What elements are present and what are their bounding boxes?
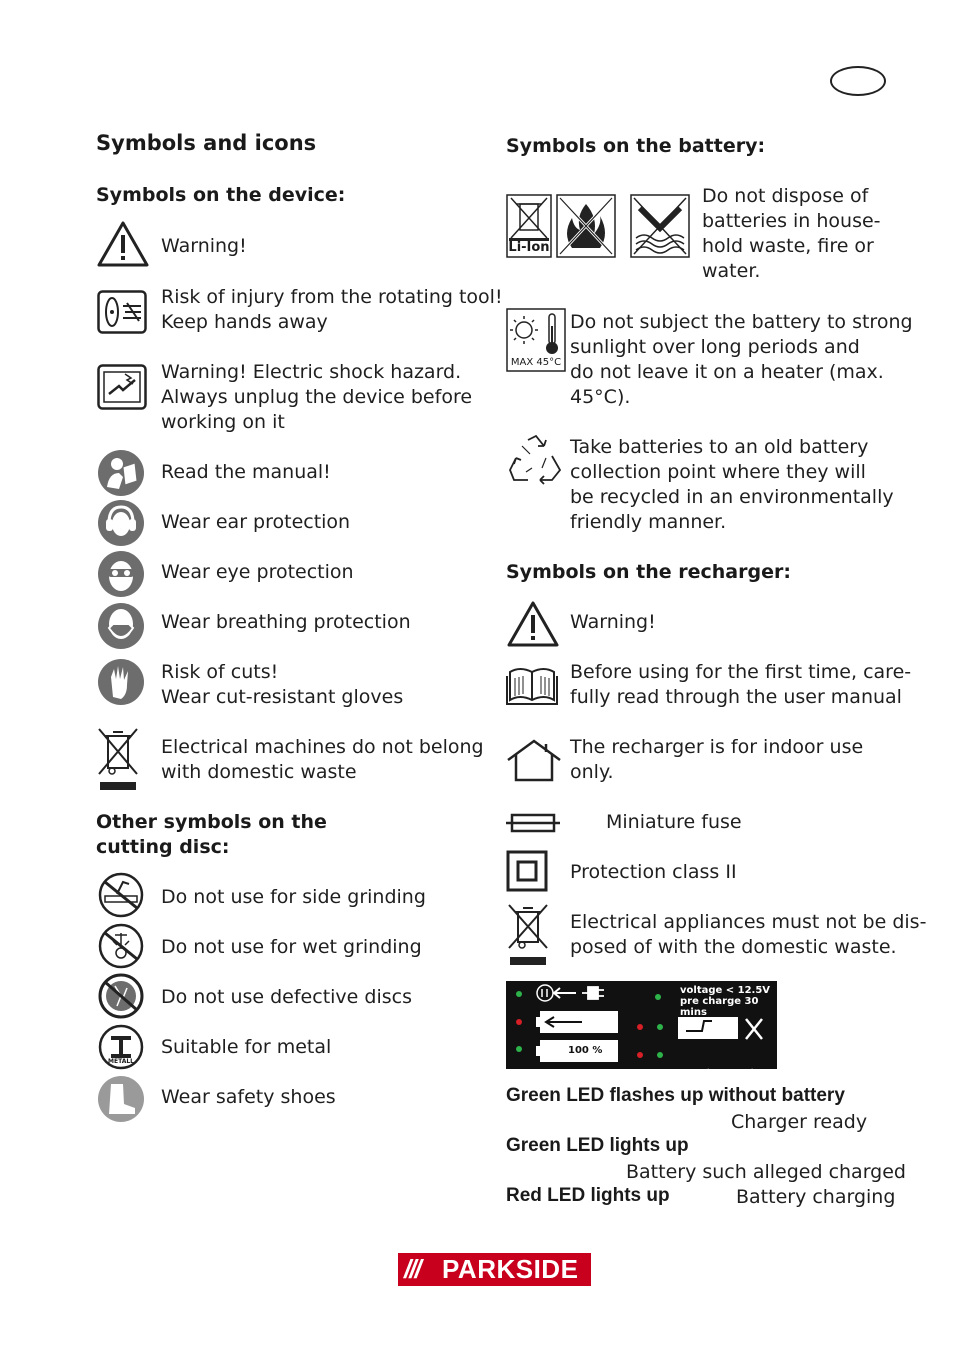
- li-ion-label: Li-Ion: [508, 240, 550, 255]
- no-wet-grinding-icon: [97, 923, 145, 969]
- charger-item-indoor-line2: only.: [570, 761, 614, 783]
- charger-item-waste-line2: posed of with the domestic waste.: [570, 936, 897, 958]
- battery-symbols-heading: Symbols on the battery:: [506, 135, 766, 157]
- fuse-icon: [506, 812, 560, 834]
- disc-heading-line1: Other symbols on the: [96, 811, 327, 833]
- disc-item-safety-shoes: Wear safety shoes: [161, 1086, 336, 1108]
- battery-disposal-line1: Do not dispose of: [702, 185, 869, 207]
- no-water-icon: [630, 194, 690, 258]
- legend-green-on-desc: Battery such alleged charged: [626, 1161, 906, 1183]
- led-temp-high: > 50° C / 122° F: [680, 1104, 769, 1115]
- charger-crossed-bin-icon: [506, 902, 550, 966]
- device-item-eye: Wear eye protection: [161, 561, 354, 583]
- warning-triangle-icon: [96, 220, 150, 268]
- disc-item-wet-grinding: Do not use for wet grinding: [161, 936, 422, 958]
- device-item-shock-line3: working on it: [161, 411, 285, 433]
- device-item-waste-line2: with domestic waste: [161, 761, 357, 783]
- ear-protection-icon: [97, 499, 145, 547]
- disc-item-side-grinding: Do not use for side grinding: [161, 886, 426, 908]
- legend-green-flash-label: Green LED flashes up without battery: [506, 1085, 845, 1106]
- disc-item-defective: Do not use defective discs: [161, 986, 412, 1008]
- battery-disposal-icons: [506, 194, 552, 258]
- device-item-breathing: Wear breathing protection: [161, 611, 411, 633]
- rotating-tool-icon: [97, 290, 147, 334]
- battery-recycle-line3: be recycled in an environmentally: [570, 486, 894, 508]
- electric-shock-icon: [97, 364, 147, 410]
- device-symbols-heading: Symbols on the device:: [96, 184, 346, 206]
- battery-sun-line3: do not leave it on a heater (max.: [570, 361, 884, 383]
- metal-icon: [97, 1024, 145, 1070]
- house-icon: [506, 738, 562, 782]
- legend-red-on-label: Red LED lights up: [506, 1185, 670, 1206]
- charger-item-fuse: Miniature fuse: [606, 811, 742, 833]
- battery-recycle-line2: collection point where they will: [570, 461, 866, 483]
- crossed-bin-icon: [96, 726, 142, 792]
- battery-disposal-line4: water.: [702, 260, 761, 282]
- battery-sun-line1: Do not subject the battery to strong: [570, 311, 913, 333]
- safety-shoes-icon: [97, 1074, 145, 1124]
- sun-thermometer-icon: [506, 308, 566, 372]
- device-item-shock-line1: Warning! Electric shock hazard.: [161, 361, 462, 383]
- no-side-grinding-icon: [97, 872, 145, 918]
- charger-item-indoor-line1: The recharger is for indoor use: [570, 736, 864, 758]
- page-title: Symbols and icons: [96, 131, 317, 155]
- breathing-protection-icon: [97, 602, 145, 650]
- led-voltage-label: voltage < 12.5V: [680, 985, 771, 996]
- battery-recycle-line1: Take batteries to an old battery: [570, 436, 869, 458]
- protection-class-icon: [506, 850, 548, 892]
- device-item-rotating-line2: Keep hands away: [161, 311, 328, 333]
- device-item-ear: Wear ear protection: [161, 511, 351, 533]
- parkside-logo: [398, 1253, 591, 1286]
- read-manual-icon: [97, 449, 145, 497]
- open-book-icon: [506, 664, 558, 706]
- eye-protection-icon: [97, 550, 145, 598]
- recycle-icon: [506, 432, 564, 488]
- gloves-icon: [97, 657, 145, 707]
- charger-item-warning: Warning!: [570, 611, 656, 633]
- disc-heading-line2: cutting disc:: [96, 836, 230, 858]
- device-item-warning: Warning!: [161, 235, 247, 257]
- led-precharge-label: pre charge 30 mins: [680, 996, 759, 1018]
- charger-warning-icon: [506, 600, 560, 648]
- legend-green-on-label: Green LED lights up: [506, 1135, 689, 1156]
- device-item-waste-line1: Electrical machines do not belong: [161, 736, 484, 758]
- legend-green-flash-desc: Charger ready: [731, 1111, 868, 1133]
- max-temp-label: MAX 45°C: [510, 357, 562, 368]
- device-item-cuts-line1: Risk of cuts!: [161, 661, 279, 683]
- device-item-rotating-line1: Risk of injury from the rotating tool!: [161, 286, 503, 308]
- battery-sun-line2: sunlight over long periods and: [570, 336, 860, 358]
- device-item-manual: Read the manual!: [161, 461, 331, 483]
- battery-disposal-line2: batteries in house-: [702, 210, 881, 232]
- charger-item-waste-line1: Electrical appliances must not be dis-: [570, 911, 927, 933]
- battery-recycle-line4: friendly manner.: [570, 511, 727, 533]
- battery-sun-line4: 45°C).: [570, 386, 631, 408]
- led-percent-label: 100 %: [568, 1045, 603, 1056]
- battery-disposal-line3: hold waste, fire or: [702, 235, 874, 257]
- logo-slashes: ///: [404, 1254, 420, 1284]
- charger-item-manual-line2: fully read through the user manual: [570, 686, 902, 708]
- device-item-cuts-line2: Wear cut-resistant gloves: [161, 686, 404, 708]
- language-badge: [830, 66, 886, 96]
- led-temp-low: < 0° C / 32° F: [680, 1068, 765, 1079]
- charger-symbols-heading: Symbols on the recharger:: [506, 561, 791, 583]
- device-item-shock-line2: Always unplug the device before: [161, 386, 473, 408]
- no-fire-icon: [556, 194, 616, 258]
- no-defective-discs-icon: [97, 972, 145, 1020]
- disc-item-metal: Suitable for metal: [161, 1036, 332, 1058]
- charger-item-protection: Protection class II: [570, 861, 737, 883]
- logo-brand: PARKSIDE: [442, 1254, 579, 1284]
- charger-item-manual-line1: Before using for the first time, care-: [570, 661, 912, 683]
- metal-icon-label: METALL: [108, 1058, 134, 1065]
- legend-red-on-desc: Battery charging: [736, 1186, 896, 1208]
